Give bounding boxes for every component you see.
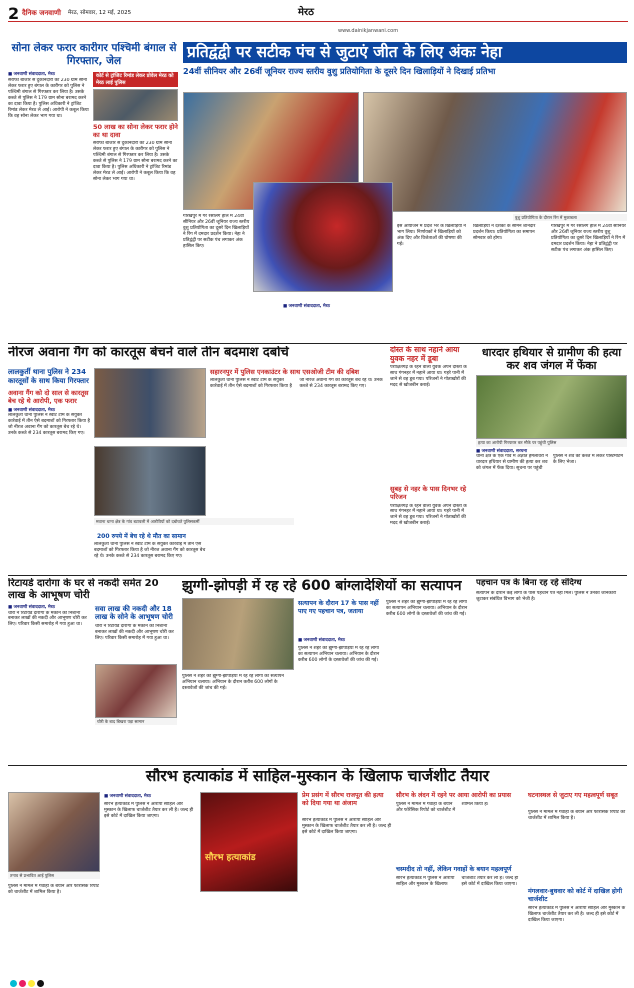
saurabh-promo-label: सौरभ हत्याकांड <box>205 853 256 863</box>
divider-1 <box>8 343 627 344</box>
gang-photo-1 <box>94 368 206 438</box>
raid-story <box>8 578 178 762</box>
slum-body-3: पुलिस ने शहर की झुग्गी-झोपड़ियों में रह रहे लोगों का सत्यापन अभियान चलाया। अभियान के दौरान करीब 600 लोगों के दस्तावेजों की जांच की गई। <box>386 600 468 617</box>
saurabh-sub-2: सौरभ के लंदन में रहने पर आया आरोपी का प्रयास <box>396 792 512 799</box>
gang-side-head: सहारनपुर में पुलिस एनकाउंटर के साथ एसओजी टीम की दबिश <box>210 368 360 376</box>
raid-caption: चोरी के बाद बिखरा पड़ा सामान <box>95 718 177 725</box>
forest-byline: ■ जनवाणी संवाददाता, सरधना <box>476 448 528 454</box>
saurabh-right-body: पुलिस ने मामले में गवाहों के बयान और फोरेंसिक रिपोर्ट को चार्जशीट में शामिल किया है। <box>528 810 626 821</box>
saurabh-right-head-2: मंगलवार-बुधवार को कोर्ट में दाखिल होगी चार्जशीट <box>528 888 623 903</box>
middle-subhead: सुबह से नहर के पास दिनभर रहे परिजन <box>390 485 467 502</box>
gang-photo-2 <box>94 446 206 516</box>
forest-headline: धारदार हथियार से ग्रामीण की हत्या कर शव जंगल में फेंका <box>481 346 622 373</box>
gang-body: लालकुर्ती थाना पुलिस ने स्वॉट टीम के संयुक्त कार्रवाई में तीन ऐसे बदमाशों को गिरफ्तार किया है जो नीरज अवाना गैंग को कारतूस बेच रहे थे। उनके कब्जे से 234 कारतूस बरामद किए गए। <box>8 413 90 437</box>
middle-story <box>390 346 472 572</box>
lead-photo-fight <box>253 182 393 292</box>
identity-body: सत्यापन के दौरान कई लोगों के पास पहचान पत्र नहीं मिले। पुलिस ने उनकी जानकारी जुटाकर संबंधित विभाग को भेजी है। <box>476 591 617 603</box>
forest-body: थाना क्षेत्र के एक गांव में अज्ञात हमलावरों ने धारदार हथियार से ग्रामीण की हत्या कर शव को जंगल में फेंक दिया। सूचना पर पहुंची पुलिस ने शव को कब्जे में लेकर पोस्टमार्टम के लिए भेजा। <box>476 454 623 472</box>
city-title: मेरठ <box>298 7 314 18</box>
registration-marks <box>10 980 46 988</box>
forest-caption: हत्या का आरोपी गिरफ्तार कर मौके पर पहुंची पुलिस <box>476 439 627 446</box>
saurabh-byline: ■ जनवाणी संवाददाता, मेरठ <box>104 794 151 799</box>
divider-3 <box>8 765 627 766</box>
left-headline: सोना लेकर फरार कारीगर पश्चिमी बंगाल से गिरफ्तार, जेल <box>11 42 177 68</box>
gang-box-body: लालकुर्ती थाना पुलिस ने स्वॉट टीम के संयुक्त कार्रवाई में तीन ऐसे बदमाशों को गिरफ्तार किया है जो नीरज अवाना गैंग को कारतूस बेच रहे थे। उनके कब्जे से 234 कारतूस बरामद किए गए। <box>94 542 206 559</box>
forest-photo <box>476 375 627 439</box>
gang-sub-2: अवाना गैंग को दो साल से कारतूस बेच रहे थे आरोपी, एक फरार <box>8 388 89 405</box>
masthead <box>8 4 628 34</box>
left-story <box>8 42 180 340</box>
saurabh-caption: तनाव से प्रभावित आई पुलिस <box>8 872 100 879</box>
slum-sub: सत्यापन के दौरान 17 के पास नहीं पाए गए पहचान पत्र, जताया <box>298 600 379 615</box>
gang-side-body: लालकुर्ती थाना पुलिस ने स्वॉट टीम के संयुक्त कार्रवाई में तीन ऐसे बदमाशों को गिरफ्तार किया है जो नीरज अवाना गैंग को कारतूस बेच रहे थे। उनके कब्जे से 234 कारतूस बरामद किए गए। <box>210 378 383 390</box>
raid-body-2: चोरों ने रिटायर्ड दारोगा के मकान को निशाना बनाकर लाखों की नकदी और आभूषण चोरी कर लिए। परिवार किसी समारोह में गया हुआ था। <box>95 623 174 641</box>
slum-body: पुलिस ने शहर की झुग्गी-झोपड़ियों में रह रहे लोगों का सत्यापन अभियान चलाया। अभियान के दौरान करीब 600 लोगों के दस्तावेजों की जांच की गई। <box>182 674 284 691</box>
identity-headline: पहचान पत्र के बिना रह रहे संदिग्ध <box>476 578 582 588</box>
middle-body: परीक्षितगढ़ के रहने वाला युवक अपने दोस्तों के साथ गंगनहर में नहाने आया था। गहरे पानी में जाने से वह डूब गया। परिजनों ने गोताखोरों की मदद से खोजबीन कराई। <box>390 365 467 389</box>
slum-photo <box>182 598 294 670</box>
left-box-head: कोर्ट से ट्रांजिट रिमांड लेकर प्रोवेल मेरठ को मेरठ लाई पुलिस <box>93 72 178 87</box>
raid-photo <box>95 664 177 718</box>
divider-2 <box>8 575 627 576</box>
lead-body-3: खिलाड़ियों ने दर्शकों के सामने शानदार प्रदर्शन किया। प्रतियोगिता का समापन सोमवार को होगा। <box>473 224 536 241</box>
saurabh-photo-1 <box>8 792 100 872</box>
lead-deck: 24वीं सीनियर और 26वीं जूनियर राज्य स्तरीय वुशु प्रतियोगिता के दूसरे दिन खिलाड़ियों ने दिखाई प्रतिभा <box>183 66 496 77</box>
middle-headline: दोस्त के साथ नहाने आया युवक नहर में डूबा <box>390 346 460 363</box>
gang-headline: नीरज अवाना गैंग को कारतूस बेचने वाले तीन बदमाश दबोचे <box>8 346 289 360</box>
saurabh-body-2: पुलिस ने मामले में गवाहों के बयान और फोरेंसिक रिपोर्ट को चार्जशीट में शामिल किया है। <box>8 884 99 895</box>
saurabh-sub-1: प्रेम प्रसंग में सौरभ राजपूत की हत्या को दिया गया था अंजाम <box>302 792 384 807</box>
lead-headline: प्रतिद्वंद्वी पर सटीक पंच से जुटाएं जीत के लिए अंकः नेहा <box>183 42 627 63</box>
forest-story <box>476 346 627 572</box>
left-subhead: 50 लाख का सोना लेकर फरार होने का था दावा <box>93 122 178 139</box>
lead-story <box>183 42 627 340</box>
lead-photo-wide <box>363 92 627 212</box>
identity-story <box>476 578 627 762</box>
gang-sub-1: लालकुर्ती थाना पुलिस ने 234 कारतूसों के साथ किया गिरफ्तार <box>8 368 89 385</box>
saurabh-body-5: सौरभ हत्याकांड में पुलिस ने आरोपी साहिल और मुस्कान के खिलाफ चार्जशीट तैयार कर ली है। जल्द ही इसे कोर्ट में दाखिल किया जाएगा। <box>396 876 519 887</box>
slum-byline: ■ जनवाणी संवाददाता, मेरठ <box>298 638 345 643</box>
slum-story <box>182 578 472 762</box>
raid-body: चोरों ने रिटायर्ड दारोगा के मकान को निशाना बनाकर लाखों की नकदी और आभूषण चोरी कर लिए। परिवार किसी समारोह में गया हुआ था। <box>8 610 87 628</box>
slum-body-2: पुलिस ने शहर की झुग्गी-झोपड़ियों में रह रहे लोगों का सत्यापन अभियान चलाया। अभियान के दौरान करीब 600 लोगों के दस्तावेजों की जांच की गई। <box>298 646 380 663</box>
saurabh-body-1: सौरभ हत्याकांड में पुलिस ने आरोपी साहिल और मुस्कान के खिलाफ चार्जशीट तैयार कर ली है। जल्द ही इसे कोर्ट में दाखिल किया जाएगा। <box>104 802 194 819</box>
page-number: 2 <box>8 4 20 23</box>
saurabh-story <box>8 768 627 980</box>
left-photo <box>93 89 178 121</box>
gang-story <box>8 346 388 572</box>
saurabh-right-head: घटनास्थल से जुटाए गए महत्वपूर्ण सबूत <box>528 792 618 799</box>
lead-byline: ■ जनवाणी संवाददाता, मेरठ <box>283 304 330 309</box>
lead-body-2: इस आयोजन में प्रदेश भर के खिलाड़ियों ने भाग लिया। निर्णायकों ने खिलाड़ियों को अंक दिए और विजेताओं की घोषणा की गई। <box>397 224 466 247</box>
gang-byline: ■ जनवाणी संवाददाता, मेरठ <box>8 407 55 413</box>
left-byline: ■ जनवाणी संवाददाता, मेरठ <box>8 72 55 78</box>
lead-caption: वुशु प्रतियोगिता के दौरान रिंग में मुकाबला <box>513 214 627 221</box>
raid-byline: ■ जनवाणी संवाददाता, मेरठ <box>8 605 55 610</box>
gang-box-head: 200 रुपये में बेच रहे थे मौत का सामान <box>94 532 206 542</box>
saurabh-headline: सौरभ हत्याकांड में साहिल-मुस्कान के खिलाफ चार्जशीट तैयार <box>145 768 490 785</box>
lead-body-4: गोरखपुर में गैर रेसलिंग हॉल में 24वीं सीनियर और 26वीं जूनियर राज्य स्तरीय वुशु प्रतियोगिता का दूसरे दिन खिलाड़ियों ने रिंग में दमदार प्रदर्शन किया। नेहा ने प्रतिद्वंद्वी पर सटीक पंच लगाकर अंक हासिल किए। <box>551 224 626 253</box>
left-body-2: सराफा बाजार से दुकानदारी का 230 ग्राम सोना लेकर फरार हुए बंगाल के कारीगर को पुलिस ने पश्चिमी बंगाल से गिरफ्तार कर लिया है। उसके कब्जे से पुलिस ने 179 ग्राम सोना बरामद करने का दावा किया है। पुलिस अधिकारी ने ट्रांजिट रिमांड लेकर मेरठ ले आई। आरोपी ने कबूल किया कि वह सोना लेकर भाग गया था। <box>93 141 178 182</box>
slum-headline: झुग्गी-झोपड़ी में रह रहे 600 बांग्लादेशियों का सत्यापन <box>182 578 462 594</box>
raid-headline: रिटायर्ड दारोगा के घर से नकदी समेत 20 लाख के आभूषण चोरी <box>8 578 159 601</box>
raid-box: सवा लाख की नकदी और 18 लाख के सोने के आभूषण चोरी <box>95 605 173 622</box>
website[interactable]: www.dainikjanwani.com <box>338 28 399 34</box>
issue-date: मेरठ, सोमवार, 12 मई, 2025 <box>68 10 132 16</box>
saurabh-promo <box>200 792 298 892</box>
left-body: सराफा बाजार से दुकानदारी का 230 ग्राम सोना लेकर फरार हुए बंगाल के कारीगर को पुलिस ने पश्चिमी बंगाल से गिरफ्तार कर लिया है। उसके कब्जे से पुलिस ने 179 ग्राम सोना बरामद करने का दावा किया है। पुलिस अधिकारी ने ट्रांजिट रिमांड लेकर मेरठ ले आई। आरोपी ने कबूल किया कि वह सोना लेकर भाग गया था। <box>8 77 89 119</box>
saurabh-right-body-2: सौरभ हत्याकांड में पुलिस ने आरोपी साहिल और मुस्कान के खिलाफ चार्जशीट तैयार कर ली है। जल्द ही इसे कोर्ट में दाखिल किया जाएगा। <box>528 906 626 923</box>
saurabh-body-3: सौरभ हत्याकांड में पुलिस ने आरोपी साहिल और मुस्कान के खिलाफ चार्जशीट तैयार कर ली है। जल्द ही इसे कोर्ट में दाखिल किया जाएगा। <box>302 818 392 835</box>
middle-body-2: परीक्षितगढ़ के रहने वाला युवक अपने दोस्तों के साथ गंगनहर में नहाने आया था। गहरे पानी में जाने से वह डूब गया। परिजनों ने गोताखोरों की मदद से खोजबीन कराई। <box>390 503 467 527</box>
lead-body-1: गोरखपुर में गैर रेसलिंग हॉल में 24वीं सीनियर और 26वीं जूनियर राज्य स्तरीय वुशु प्रतियोगिता का दूसरे दिन खिलाड़ियों ने रिंग में दमदार प्रदर्शन किया। नेहा ने प्रतिद्वंद्वी पर सटीक पंच लगाकर अंक हासिल किए। <box>183 214 250 249</box>
saurabh-sub-3: चस्मदीद तो नहीं, लेकिन गवाहों के बयान महत्वपूर्ण <box>396 866 512 873</box>
saurabh-body-4: पुलिस ने मामले में गवाहों के बयान और फोरेंसिक रिपोर्ट को चार्जशीट में शामिल किया है। <box>396 802 489 813</box>
gang-caption: मवाना थाना क्षेत्र के गांव बटावली में आरोपियों को दबोचते पुलिसकर्मी <box>94 518 294 525</box>
paper-name: दैनिक जनवाणी <box>22 9 61 17</box>
